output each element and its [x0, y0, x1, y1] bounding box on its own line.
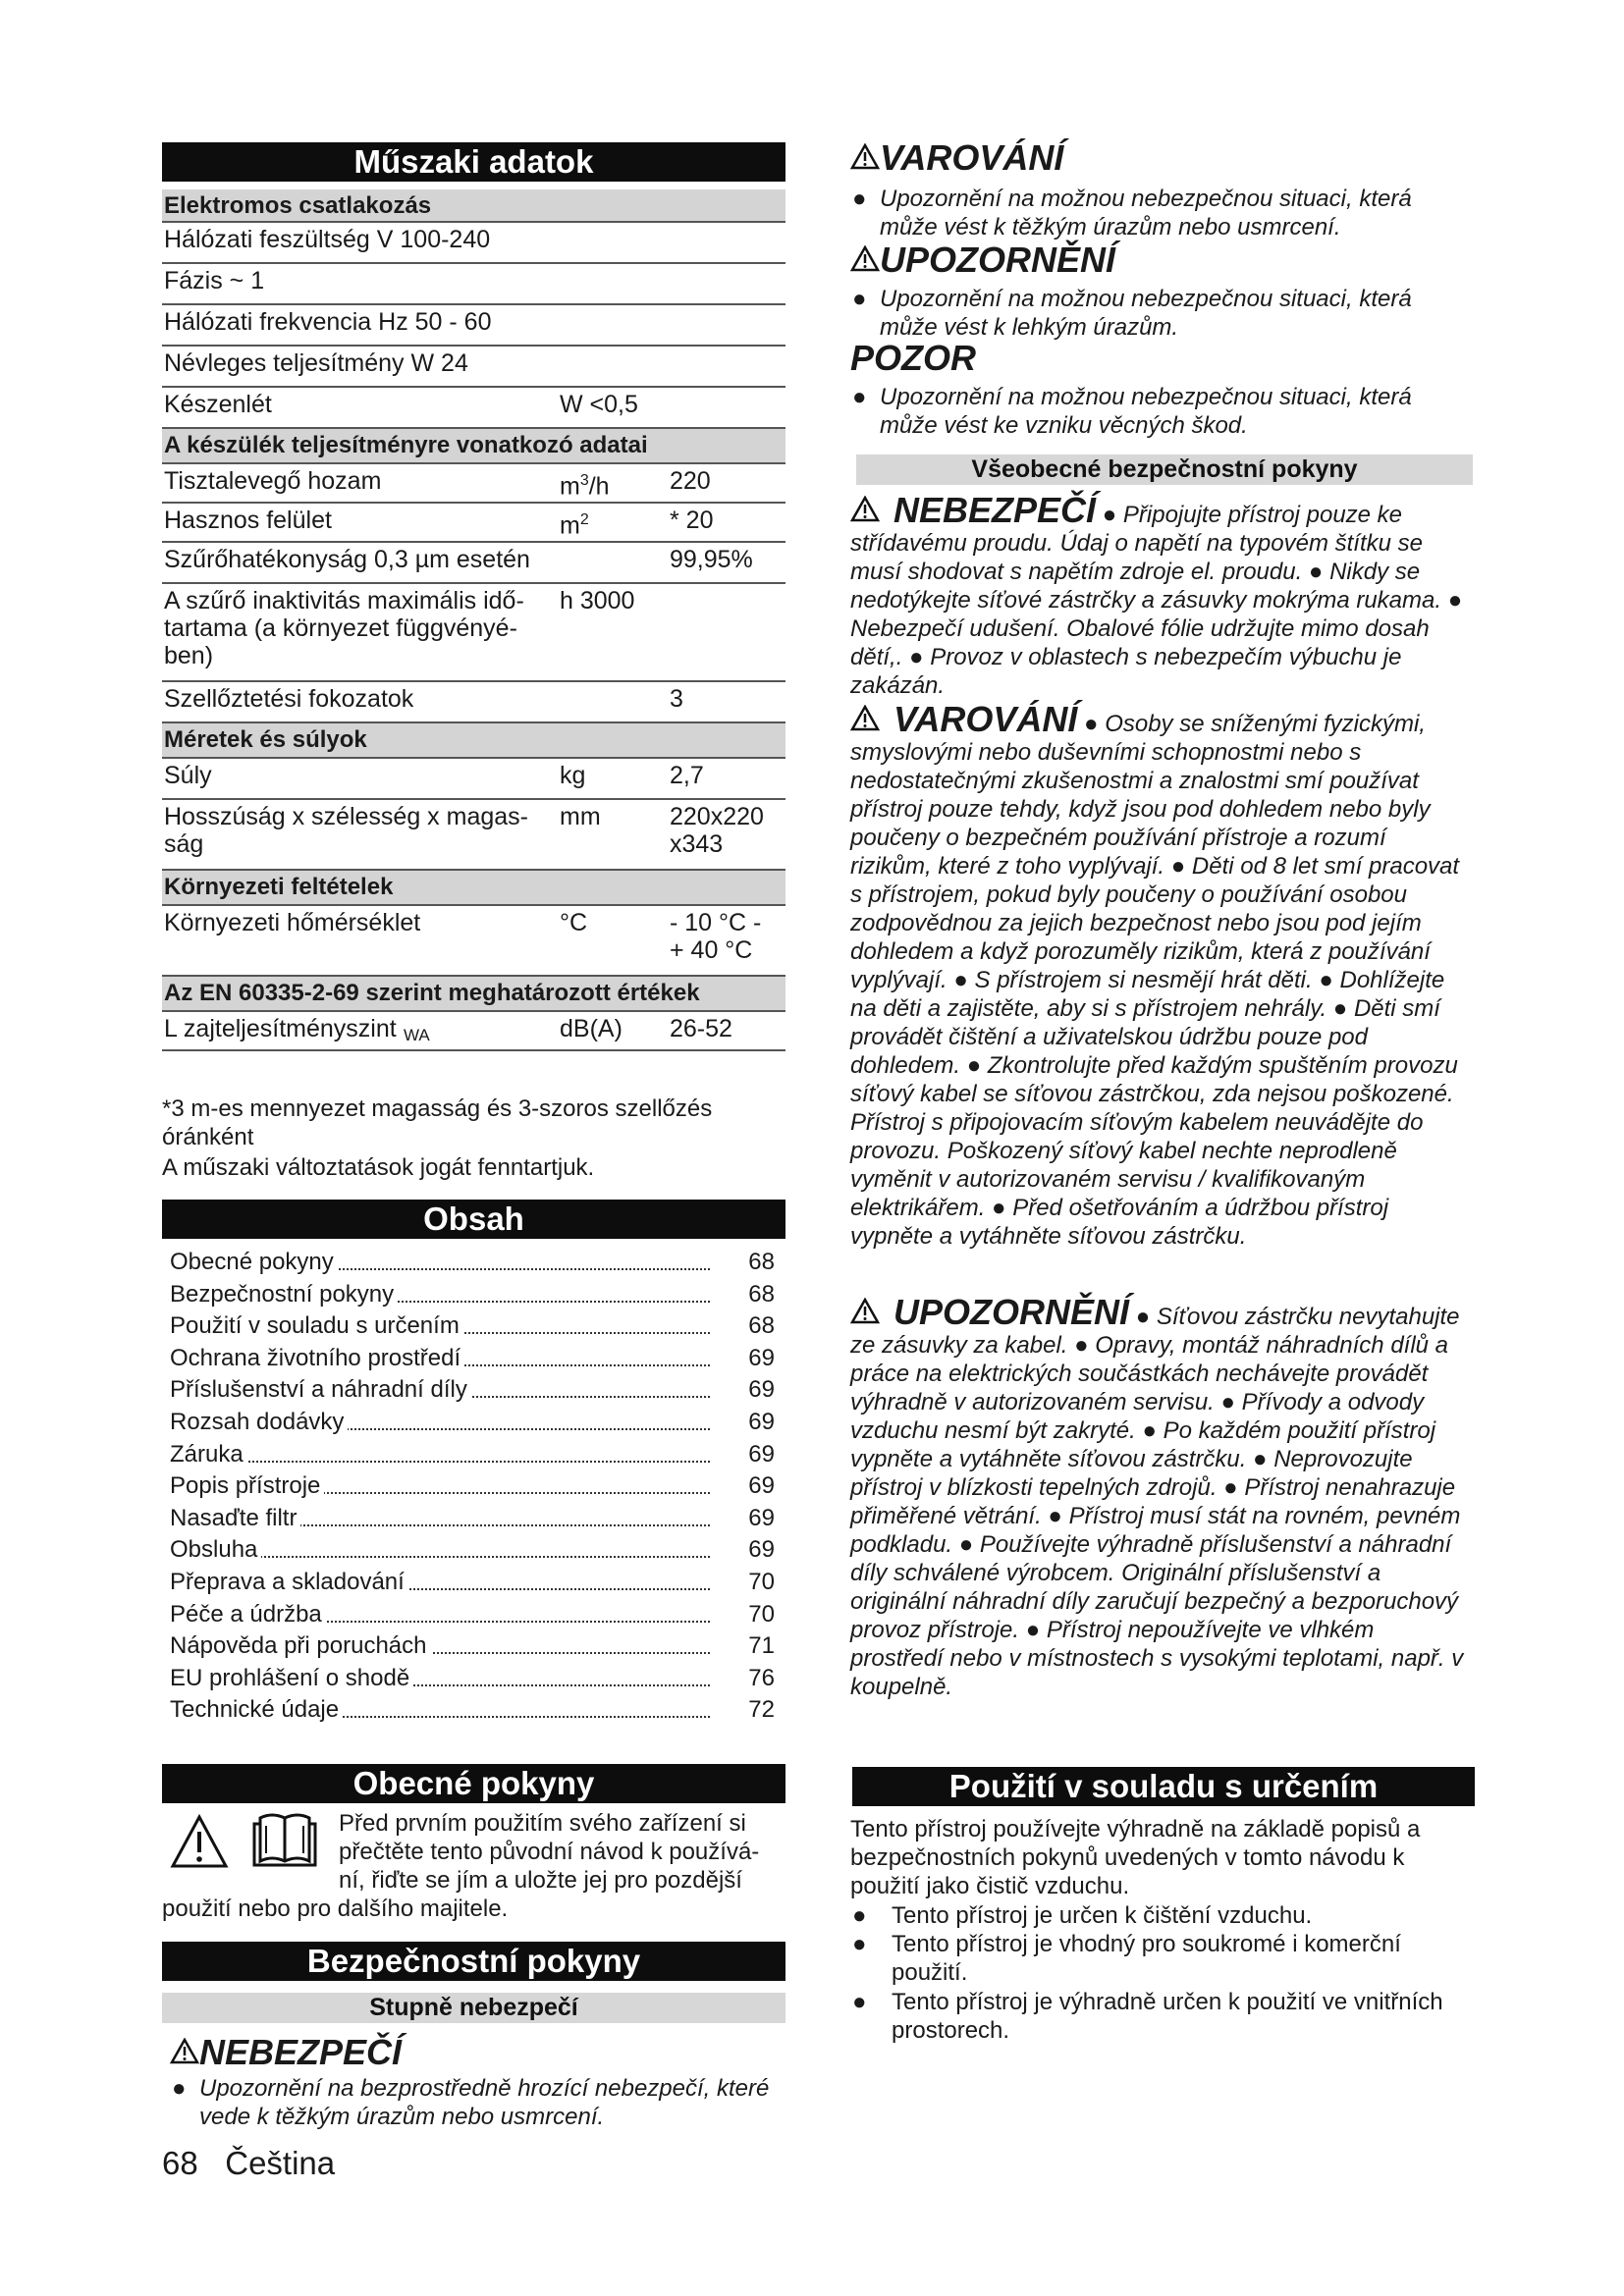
toc-item-label: Bezpečnostní pokyny [170, 1281, 398, 1308]
table-cell: Fázis ~ 1 [164, 267, 265, 294]
manual-book-icon [250, 1812, 319, 1869]
intended-bullet-text: Tento přístroj je výhradně určen k použití ve vnitřních prostorech. [892, 1989, 1443, 2044]
warning-heading-text: VAROVÁNÍ [880, 137, 1064, 178]
table-cell: Névleges teljesítmény W 24 [164, 349, 468, 377]
table-cell: * 20 [670, 507, 714, 534]
table-cell [560, 803, 668, 830]
warning-triangle-icon [850, 143, 880, 170]
unit-subscript: WA [404, 1026, 430, 1044]
table-cell: Hálózati frekvencia Hz 50 - 60 [164, 308, 492, 336]
unit-text: mm [560, 803, 601, 830]
table-cell [560, 762, 668, 789]
safety-block-caution-text: ● Síťovou zástrčku nevytahujte ze zásuvky za kabel. ● Opravy, montáž náhradních dílů a práce na elektrických součástkách nechávejte provádět výhradně v autorizovaném servisu. ● Přívody a odvody vzduchu nesmí být zakryté. ● Po každém použití přístroj vypněte a vytáhněte síťovou zástrčku. ● Neprovozujte přístroj v blízkosti tepelných zdrojů. ● Přístroj nenahrazuje přiměřené větrání. ● Přístroj musí stát na rovném, pevném podkladu. ● Používejte výhradně příslušenství a náhradní díly schválené výrobcem. Originální příslušenství a originální náhradní díly zaručují bezpečný a bezporuchový provoz přístroje. ● Přístroj nepoužívejte ve vlhkém prostředí nebo v místnostech s vysokými teplotami, např. v koupelně. [850, 1304, 1464, 1700]
unit-superscript: 3 [579, 472, 589, 489]
table-cell [560, 1015, 668, 1042]
tech-data-title: Műszaki adatok [162, 142, 785, 182]
danger-heading-text: NEBEZPEČÍ [199, 2032, 403, 2072]
toc-item[interactable] [170, 1696, 779, 1730]
toc-item-page: 68 [748, 1249, 775, 1275]
toc-item-page: 69 [748, 1409, 775, 1435]
danger-heading [170, 2032, 402, 2073]
toc-item-page: 70 [748, 1600, 775, 1628]
toc-item-label: Nasaďte filtr [170, 1505, 300, 1532]
footer-language: Čeština [225, 2145, 336, 2181]
safety-block-caution-heading: UPOZORNĚNÍ [893, 1292, 1130, 1332]
toc-item-page: 69 [748, 1536, 775, 1564]
table-cell [560, 587, 668, 614]
table-cell: Készenlét [164, 391, 272, 418]
caution-heading-text: UPOZORNĚNÍ [880, 240, 1116, 280]
table-row [162, 682, 785, 723]
safety-title: Bezpečnostní pokyny [162, 1942, 785, 1981]
table-section-header [162, 723, 785, 759]
toc-item-label: EU prohlášení o shodě [170, 1665, 413, 1692]
toc-item-page: 69 [748, 1440, 775, 1468]
table-cell: Tisztalevegő hozam [164, 467, 382, 495]
toc-item-label: Nápověda při poruchách [170, 1632, 431, 1660]
page-number: 68 [162, 2145, 198, 2181]
toc-item[interactable] [170, 1665, 779, 1698]
toc-item-label: Péče a údržba [170, 1601, 326, 1629]
table-section-header [162, 429, 785, 464]
general-text-line-1: Před prvním použitím svého zařízení si [339, 1810, 746, 1837]
safety-block-danger-text: ● Připojujte přístroj pouze ke střídavému proudu. Údaj o napětí na typovém štítku se musí shodovat s napětím zdroje el. proudu. ● Nikdy se nedotýkejte síťové zástrčky a zásuvky mokrýma rukama. ● Nebezpečí udušení. Obalové fólie udržujte mimo dosah dětí,. ● Provoz v oblastech s nebezpečím výbuchu je zakázán. [850, 502, 1463, 699]
toc-item[interactable] [170, 1312, 779, 1346]
table-row [162, 347, 785, 388]
safety-block-danger-heading: NEBEZPEČÍ [893, 490, 1097, 530]
table-cell: L zajteljesítményszint [164, 1015, 397, 1042]
table-cell [560, 391, 668, 418]
table-row [162, 223, 785, 264]
general-safety-title: Všeobecné bezpečnostní pokyny [856, 454, 1473, 485]
toc-item[interactable] [170, 1601, 779, 1634]
intended-use-text: Tento přístroj používejte výhradně na základě popisů a bezpečnostních pokynů uvedených v tomto návodu k použití jako čistič vzduchu. [850, 1816, 1421, 1899]
rights-note: A műszaki változtatások jogát fenntartjuk. [162, 1154, 595, 1181]
general-text-line-2: přečtěte tento původní návod k používá- [339, 1839, 760, 1865]
table-cell: A szűrő inaktivitás maximális idő- tartama (a környezet függvényé- ben) [164, 587, 524, 669]
table-cell: Hasznos felület [164, 507, 332, 534]
table-cell: A készülék teljesítményre vonatkozó adatai [164, 432, 648, 458]
table-cell: Súly [164, 762, 212, 789]
table-cell: 220 [670, 467, 711, 495]
unit-text: kg [560, 762, 586, 789]
danger-text: Upozornění na bezprostředně hrozící nebezpečí, které vede k těžkým úrazům nebo usmrcení. [199, 2075, 770, 2130]
table-cell [560, 909, 668, 936]
table-cell: Környezeti feltételek [164, 874, 394, 900]
warning-heading [850, 137, 1063, 179]
safety-block-warning-text: ● Osoby se sníženými fyzickými, smyslovými nebo duševními schopnostmi nebo s nedostatečnými zkušenostmi a znalostmi smí používat přístroj pouze tehdy, když jsou pod dohledem nebo byly poučeny o bezpečném používání přístroje a rozumí rizikům, které z toho vyplývají. ● Děti od 8 let smí pracovat s přístrojem, pokud byly poučeny o používání osobou zodpovědnou za jejich bezpečnost nebo jsou pod jejím dohledem a když porozuměly rizikům, která z používání vyplývají. ● S přístrojem si nesmějí hrát děti. ● Dohlížejte na děti a zajistěte, aby si s přístrojem nehrály. ● Děti smí provádět čištění a uživatelskou údržbu pouze pod dohledem. ● Zkontrolujte před každým spuštěním provozu síťový kabel se síťovou zástrčkou, zda nejsou poškozené. Přístroj s připojovacím síťovým kabelem neuvádějte do provozu. Poškozený síťový kabel nechte neprodleně vyměnit v autorizovaném servisu / kvalifikovaným elektrikářem. ● Před ošetřováním a údržbou přístroj vypněte a vytáhněte síťovou zástrčku. [850, 711, 1460, 1250]
general-text-line-4: použití nebo pro dalšího majitele. [162, 1896, 509, 1922]
toc-item-label: Obsluha [170, 1536, 261, 1564]
caution-triangle-icon [850, 245, 880, 272]
safety-block-danger [850, 490, 1473, 700]
unit-text: dB(A) [560, 1015, 623, 1042]
danger-levels-title: Stupně nebezpečí [162, 1993, 785, 2023]
caution-text: Upozornění na možnou nebezpečnou situaci, která může vést k lehkým úrazům. [880, 286, 1412, 341]
general-title: Obecné pokyny [162, 1764, 785, 1803]
unit-text: °C [560, 909, 588, 936]
unit-text: m [560, 511, 580, 540]
table-cell: Az EN 60335-2-69 szerint meghatározott értékek [164, 980, 700, 1006]
toc-item-page: 69 [748, 1376, 775, 1404]
table-cell: Méretek és súlyok [164, 726, 367, 753]
table-cell: 2,7 [670, 762, 704, 789]
caution-triangle-icon [850, 1298, 880, 1324]
toc-item-label: Technické údaje [170, 1696, 343, 1724]
table-cell: Hosszúság x szélesség x magas- ság [164, 803, 528, 858]
warning-triangle-icon [170, 1814, 229, 1869]
toc-item[interactable] [170, 1632, 779, 1666]
danger-triangle-icon [170, 2038, 199, 2064]
toc-item-page: 68 [748, 1312, 775, 1340]
table-cell: 26-52 [670, 1015, 732, 1042]
unit-text: W <0,5 [560, 391, 638, 418]
toc-item-label: Rozsah dodávky [170, 1409, 348, 1436]
warning-triangle-icon [850, 705, 880, 731]
toc-title: Obsah [162, 1200, 785, 1239]
toc-item-label: Ochrana životního prostředí [170, 1345, 464, 1372]
table-row [162, 388, 785, 429]
toc-item[interactable] [170, 1472, 779, 1506]
safety-block-caution [850, 1292, 1473, 1701]
table-row [162, 759, 785, 800]
unit-text: h 3000 [560, 587, 635, 614]
unit-text: m [560, 472, 580, 501]
table-row [162, 906, 785, 977]
table-cell: Hálózati feszültség V 100-240 [164, 226, 491, 253]
toc-item-page: 69 [748, 1472, 775, 1500]
toc-leader-dots [170, 1461, 710, 1463]
page-footer [162, 2145, 335, 2182]
toc-item-page: 70 [748, 1569, 775, 1595]
toc-item-label: Obecné pokyny [170, 1249, 338, 1276]
toc-item[interactable] [170, 1505, 779, 1538]
attention-text: Upozornění na možnou nebezpečnou situaci, která může vést ke vzniku věcných škod. [880, 384, 1412, 439]
toc-item[interactable] [170, 1409, 779, 1442]
table-row [162, 584, 785, 682]
table-row [162, 264, 785, 305]
table-row [162, 543, 785, 584]
toc-item[interactable] [170, 1536, 779, 1570]
attention-heading: POZOR [850, 338, 977, 378]
intended-bullet-text: Tento přístroj je určen k čištění vzduchu. [892, 1902, 1313, 1929]
table-cell: Környezeti hőmérséklet [164, 909, 421, 936]
toc-item-page: 68 [748, 1280, 775, 1308]
toc-item-label: Popis přístroje [170, 1472, 324, 1500]
toc-item[interactable] [170, 1376, 779, 1410]
toc-item-label: Záruka [170, 1441, 247, 1468]
intended-use-title: Použití v souladu s určením [852, 1767, 1475, 1806]
table-row [162, 305, 785, 347]
toc-item-page: 69 [748, 1504, 775, 1531]
danger-triangle-icon [850, 496, 880, 522]
table-cell: Szűrőhatékonyság 0,3 µm esetén [164, 546, 530, 573]
table-section-header [162, 977, 785, 1012]
table-cell: - 10 °C - + 40 °C [670, 909, 762, 964]
table-cell: 99,95% [670, 546, 753, 573]
safety-block-warning [850, 699, 1473, 1251]
intended-bullet-text: Tento přístroj je vhodný pro soukromé i komerční použití. [892, 1931, 1401, 1986]
table-section-header [162, 871, 785, 906]
toc-item-page: 72 [748, 1696, 775, 1724]
toc-item-label: Přeprava a skladování [170, 1569, 408, 1596]
table-cell: Szellőztetési fokozatok [164, 685, 414, 713]
toc-item[interactable] [170, 1345, 779, 1378]
caution-heading [850, 240, 1115, 281]
footnote: *3 m-es mennyezet magasság és 3-szoros szellőzés óránként [162, 1095, 713, 1150]
table-cell: 220x220 x343 [670, 803, 764, 858]
warning-text: Upozornění na možnou nebezpečnou situaci, která může vést k těžkým úrazům nebo usmrcení. [880, 186, 1412, 240]
toc-item-label: Použití v souladu s určením [170, 1312, 463, 1340]
unit-superscript: 2 [579, 511, 589, 528]
table-cell [560, 467, 668, 500]
table-section-header [162, 189, 785, 223]
unit-text: /h [588, 472, 610, 501]
general-text-line-3: ní, řiďte se jím a uložte jej pro pozdější [339, 1867, 742, 1894]
table-row [162, 504, 785, 543]
toc-item-page: 76 [748, 1664, 775, 1691]
toc-item[interactable] [170, 1249, 779, 1282]
table-row [162, 464, 785, 504]
table-row [162, 800, 785, 871]
toc-item-label: Příslušenství a náhradní díly [170, 1376, 471, 1404]
table-row [162, 1012, 785, 1051]
table-cell [560, 507, 668, 539]
toc-item-page: 69 [748, 1344, 775, 1371]
table-cell: 3 [670, 685, 683, 713]
safety-block-warning-heading: VAROVÁNÍ [893, 699, 1078, 739]
toc-item[interactable] [170, 1281, 779, 1314]
toc-item[interactable] [170, 1441, 779, 1474]
table-cell: Elektromos csatlakozás [164, 192, 432, 219]
toc-item[interactable] [170, 1569, 779, 1602]
toc-item-page: 71 [748, 1632, 775, 1660]
